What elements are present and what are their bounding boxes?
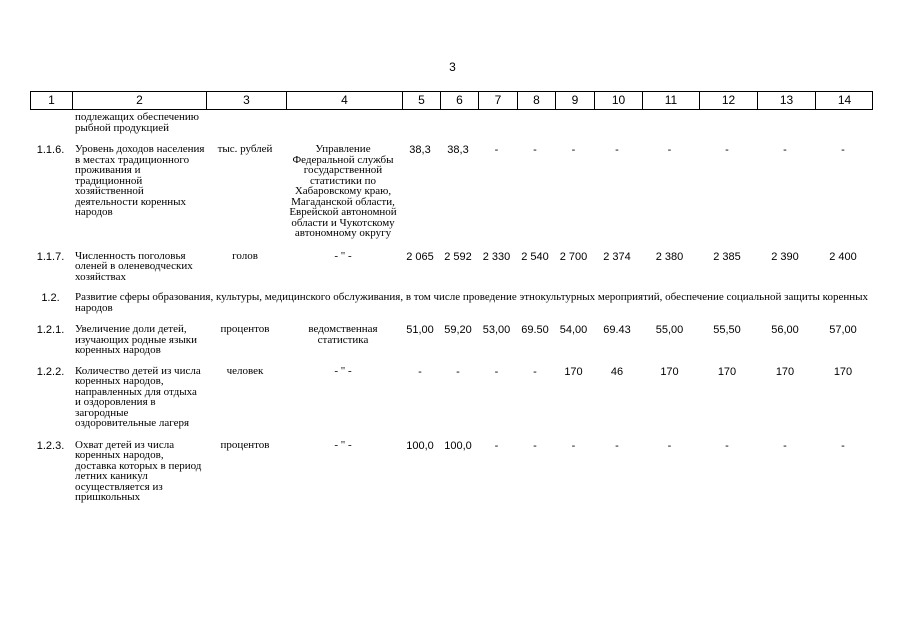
row-source: Управление Федеральной службы государственной статистики по Хабаровскому краю, Магаданской области, Еврейской автономной области и Чукотскому автономному округу: [289, 143, 397, 239]
row-source: - " -: [334, 249, 352, 262]
row-value: 2 390: [771, 250, 799, 263]
row-value: -: [494, 365, 499, 378]
row-value: -: [533, 365, 537, 378]
row-value: 2 374: [603, 250, 631, 263]
row-value: -: [533, 439, 537, 452]
row-value: 2 700: [559, 250, 588, 263]
header-cell: 3: [206, 92, 286, 109]
header-cell: 13: [757, 92, 815, 109]
row-value: -: [571, 439, 576, 452]
row-value: -: [494, 439, 499, 452]
row-value: -: [615, 439, 619, 452]
section-code: 1.2.: [41, 292, 60, 304]
page-number: 3: [449, 60, 456, 74]
row-value: 38,3: [447, 144, 469, 156]
row-value: 55,00: [655, 324, 684, 336]
row-indicator-name: Охват детей из числа коренных народов, доставка которых в период летних каникул осуществляется из пришкольных: [75, 438, 202, 503]
header-cell: 4: [286, 92, 402, 109]
row-code: 1.2.2.: [36, 365, 65, 378]
table-header-row: [30, 91, 873, 110]
section-row: [30, 292, 873, 324]
row-value: 2 400: [829, 250, 857, 263]
row-value: 100,0: [406, 439, 434, 452]
row-value: -: [615, 144, 619, 156]
row-value: -: [667, 144, 672, 156]
row-value: 2 065: [406, 250, 434, 263]
row-value: -: [533, 144, 537, 156]
header-cell: 5: [402, 92, 440, 109]
row-value: -: [725, 439, 729, 452]
header-cell: 14: [815, 92, 873, 109]
table-row: [30, 251, 873, 293]
row-value: 59,20: [444, 324, 472, 336]
row-value: 2 540: [521, 250, 549, 263]
row-value: 57,00: [829, 324, 857, 336]
row-unit: человек: [226, 364, 264, 377]
row-value: 170: [717, 365, 737, 378]
row-value: -: [841, 144, 845, 156]
row-value: 2 330: [482, 250, 511, 263]
row-value: 38,3: [409, 144, 431, 156]
header-cell: 8: [517, 92, 555, 109]
row-value: 46: [610, 365, 624, 378]
row-value: 170: [660, 365, 679, 378]
row-code: 1.2.3.: [36, 439, 65, 452]
row-source: - " -: [334, 364, 352, 377]
table-row: [30, 112, 873, 144]
row-value: -: [667, 439, 672, 452]
row-indicator-name: Уровень доходов населения в местах традиционного проживания и традиционной хозяйственной деятельности коренных народов: [75, 143, 205, 218]
table-row: [30, 440, 873, 503]
row-unit: тыс. рублей: [217, 143, 273, 155]
header-cell: 12: [699, 92, 757, 109]
row-indicator-name: Увеличение доли детей, изучающих родные языки коренных народов: [75, 323, 197, 356]
row-value: 2 385: [713, 250, 741, 263]
row-value: 69.50: [521, 324, 549, 336]
row-code: 1.1.7.: [36, 250, 65, 263]
header-cell: 1: [48, 93, 55, 107]
row-code: 1.1.6.: [36, 144, 65, 156]
row-value: -: [571, 144, 576, 156]
row-value: 69.43: [603, 324, 631, 336]
row-unit: процентов: [220, 323, 270, 335]
row-value: -: [783, 439, 787, 452]
row-value: 56,00: [771, 324, 799, 336]
row-unit: процентов: [220, 438, 270, 451]
row-value: -: [783, 144, 787, 156]
table-row: [30, 366, 873, 440]
row-value: 55,50: [713, 324, 741, 336]
row-value: 54,00: [559, 324, 588, 336]
row-value: 170: [775, 365, 795, 378]
row-value: -: [418, 365, 422, 378]
row-source: ведомственная статистика: [308, 323, 378, 346]
row-unit: голов: [232, 249, 258, 262]
table-row: [30, 144, 873, 251]
carry-over-text: подлежащих обеспечению рыбной продукцией: [75, 111, 200, 134]
row-value: -: [456, 365, 460, 378]
indicators-table: [30, 91, 873, 503]
row-indicator-name: Количество детей из числа коренных народов, направленных для отдыха и оздоровления в загородные оздоровительные лагеря: [75, 364, 201, 429]
row-value: 53,00: [482, 324, 511, 336]
header-cell: 2: [72, 92, 206, 109]
row-value: 100,0: [444, 439, 472, 452]
header-cell: 6: [440, 92, 478, 109]
row-value: 170: [833, 365, 853, 378]
header-cell: 7: [478, 92, 517, 109]
header-cell: 10: [594, 92, 642, 109]
row-value: 2 592: [444, 250, 472, 263]
row-value: -: [725, 144, 729, 156]
row-code: 1.2.1.: [36, 324, 65, 336]
row-value: 170: [564, 365, 583, 378]
row-value: -: [841, 439, 845, 452]
section-title: Развитие сферы образования, культуры, медицинского обслуживания, в том числе проведение этнокультурных мероприятий, обеспечение социальной защиты коренных народов: [75, 291, 869, 314]
row-source: - " -: [334, 438, 352, 451]
row-value: -: [494, 144, 499, 156]
header-cell: 11: [642, 92, 699, 109]
row-value: 2 380: [655, 250, 684, 263]
header-cell: 9: [555, 92, 594, 109]
row-value: 51,00: [406, 324, 434, 336]
table-row: [30, 324, 873, 366]
row-indicator-name: Численность поголовья оленей в оленеводческих хозяйствах: [75, 249, 193, 283]
